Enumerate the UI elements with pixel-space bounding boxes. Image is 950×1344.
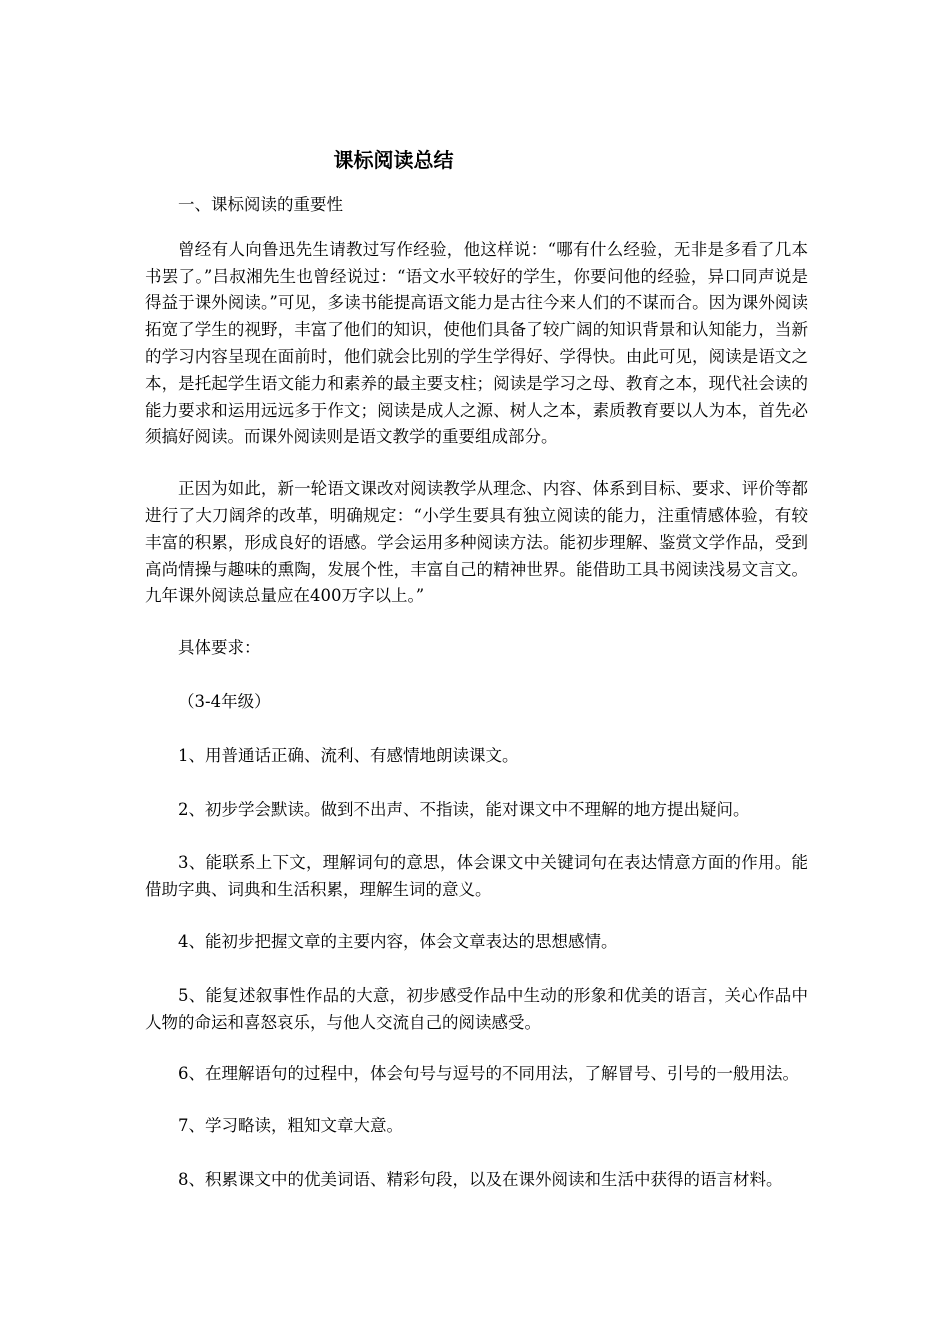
requirement-item: 6、在理解语句的过程中，体会句号与逗号的不同用法，了解冒号、引号的一般用法。 xyxy=(178,1064,799,1084)
document-title: 课标阅读总结 xyxy=(333,148,454,172)
requirement-item: 1、用普通话正确、流利、有感情地朗读课文。 xyxy=(178,745,519,765)
requirement-item: 3、能联系上下文，理解词句的意思，体会课文中关键词句在表达情意方面的作用。能借助字典、词典和生活积累，理解生词的意义。 xyxy=(145,853,808,900)
document-body xyxy=(145,192,808,1194)
grade-level-label: （3-4年级） xyxy=(178,691,271,711)
requirement-item: 8、积累课文中的优美词语、精彩句段，以及在课外阅读和生活中获得的语言材料。 xyxy=(178,1169,783,1189)
requirements-heading: 具体要求： xyxy=(178,638,261,658)
section-heading: 一、课标阅读的重要性 xyxy=(178,195,343,214)
paragraph-importance: 曾经有人向鲁迅先生请教过写作经验，他这样说：“哪有什么经验，无非是多看了几本书罢了。”吕叔湘先生也曾经说过：“语文水平较好的学生，你要问他的经验，异口同声说是得益于课外阅读。”可见，多读书能提高语文能力是古往今来人们的不谋而合。因为课外阅读拓宽了学生的视野，丰富了他们的知识，使他们具备了较广阔的知识背景和认知能力，当新的学习内容呈现在面前时，他们就会比别的学生学得好、学得快。由此可见，阅读是语文之本，是托起学生语文能力和素养的最主要支柱；阅读是学习之母、教育之本，现代社会读的能力要求和运用远远多于作文；阅读是成人之源、树人之本，素质教育要以人为本，首先必须搞好阅读。而课外阅读则是语文教学的重要组成部分。 xyxy=(145,239,808,447)
paragraph-curriculum-reform: 正因为如此，新一轮语文课改对阅读教学从理念、内容、体系到目标、要求、评价等都进行了大刀阔斧的改革，明确规定：“小学生要具有独立阅读的能力，注重情感体验，有较丰富的积累，形成良好的语感。学会运用多种阅读方法。能初步理解、鉴赏文学作品，受到高尚情操与趣味的熏陶，发展个性，丰富自己的精神世界。能借助工具书阅读浅易文言文。九年课外阅读总量应在400万字以上。” xyxy=(145,479,808,606)
requirement-item: 5、能复述叙事性作品的大意，初步感受作品中生动的形象和优美的语言，关心作品中人物的命运和喜怒哀乐，与他人交流自己的阅读感受。 xyxy=(145,985,808,1032)
requirement-item: 2、初步学会默读。做到不出声、不指读，能对课文中不理解的地方提出疑问。 xyxy=(178,799,750,819)
requirement-item: 7、学习略读，粗知文章大意。 xyxy=(178,1116,403,1136)
requirement-item: 4、能初步把握文章的主要内容，体会文章表达的思想感情。 xyxy=(178,931,618,951)
